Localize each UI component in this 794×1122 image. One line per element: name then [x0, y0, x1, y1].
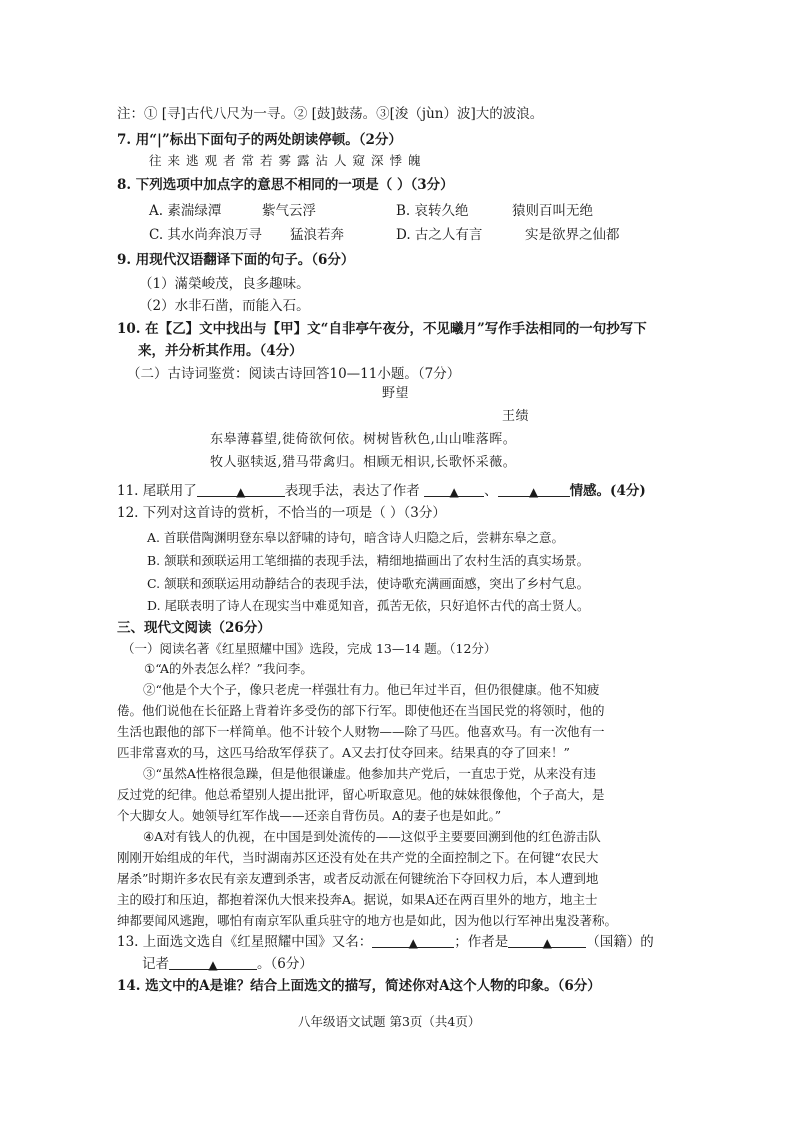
- triangle-marker-icon: ▲: [528, 485, 539, 499]
- answer-blank-13c[interactable]: [169, 954, 257, 970]
- question-13-line2-prefix: 记者: [142, 956, 169, 972]
- option-12c: C. 颔联和颈联运用动静结合的表现手法，使诗歌充满画面感，突出了乡村气息。: [147, 576, 590, 591]
- section-3-heading: 三、现代文阅读（26分）: [117, 620, 271, 636]
- passage-p4-line-2: 刚刚开始组成的年代，当时湖南苏区还没有处在共产党的全面控制之下。在何键“农民大: [117, 850, 599, 865]
- question-11-separator: 、: [484, 483, 498, 499]
- option-8a-part2: 紫气云浮: [262, 203, 316, 219]
- section-3-1-heading: （一）阅读名著《红星照耀中国》选段，完成 13—14 题。（12分）: [122, 641, 497, 656]
- question-8-stem: 8. 下列选项中加点字的意思不相同的一项是（ ）（3分）: [117, 177, 454, 193]
- question-11-prefix: 11. 尾联用了: [117, 483, 197, 499]
- passage-p2-line-3: 生活也跟他的部下一样简单。他不计较个人财物——除了马匹。他喜欢马。有一次他有一: [117, 724, 605, 739]
- answer-blank-13b[interactable]: [508, 932, 586, 948]
- question-11-suffix: 情感。(4分): [569, 483, 646, 499]
- question-13-mid: ；作者是: [454, 934, 509, 950]
- option-8c-part1: C. 其水尚奔浪万寻: [149, 227, 262, 243]
- option-12b: B. 颔联和颈联运用工笔细描的表现手法，精细地描画出了农村生活的真实场景。: [147, 553, 590, 568]
- poem-title: 野望: [382, 386, 410, 401]
- answer-blank-11b[interactable]: [424, 481, 484, 497]
- question-13-line2-suffix: 。（6分）: [257, 956, 313, 972]
- option-12a: A. 首联借陶渊明登东皋以舒啸的诗句，暗含诗人归隐之后，尝耕东皋之意。: [147, 530, 564, 545]
- passage-p3-line-2: 反过党的纪律。他总希望别人提出批评，留心听取意见。他的妹妹很像他，个子高大，是: [117, 787, 605, 802]
- option-8b-part2: 猿则百叫无绝: [512, 203, 593, 219]
- option-8d-part2: 实是欲界之仙都: [525, 227, 620, 243]
- triangle-marker-icon: ▲: [542, 936, 552, 950]
- question-10-line-1: 10. 在【乙】文中找出与【甲】文“自非亭午夜分，不见曦月”写作手法相同的一句抄写下: [117, 321, 647, 337]
- option-8d-part1: D. 古之人有言: [396, 227, 483, 243]
- option-8b-part1: B. 哀转久绝: [396, 203, 469, 219]
- passage-p4-line-3: 屠杀”时期许多农民有亲友遭到杀害，或者反动派在何键统治下夺回权力后，本人遭到地: [117, 871, 599, 886]
- triangle-marker-icon: ▲: [408, 936, 418, 950]
- passage-p4-line-5: 绅都要闻风逃跑，哪怕有南京军队重兵驻守的地方也是如此，因为他以行军神出鬼没著称。: [117, 913, 618, 928]
- question-14: 14. 选文中的A是谁？结合上面选文的描写，简述你对A这个人物的印象。（6分）: [117, 978, 601, 994]
- question-9-stem: 9. 用现代汉语翻译下面的句子。（6分）: [117, 252, 355, 268]
- question-13-prefix: 13. 上面选文选自《红星照耀中国》又名：: [117, 934, 373, 950]
- question-11: [117, 481, 646, 501]
- question-9-sentence-1: （1）滿榮峻茂，良多趣味。: [139, 276, 310, 292]
- poem-line-1: 东皋薄暮望,徙倚欲何依。树树皆秋色,山山唯落晖。: [210, 432, 517, 447]
- passage-p2-line-2: 倦。他们说他在长征路上背着许多受伤的部下行军。即使他还在当国民党的将领时，他的: [117, 703, 605, 718]
- passage-paragraph-1: ①“A的外表怎么样？”我问李。: [144, 661, 313, 676]
- answer-blank-11a[interactable]: [197, 481, 285, 497]
- triangle-marker-icon: ▲: [449, 485, 459, 499]
- question-13-line-1: [117, 932, 654, 952]
- poem-author: 王绩: [502, 409, 530, 424]
- question-11-mid: 表现手法，表达了作者: [284, 483, 420, 499]
- question-12-stem: 12. 下列对这首诗的赏析，不恰当的一项是（ ）（3分）: [117, 505, 446, 521]
- question-10-line-2: 来，并分析其作用。（4分）: [138, 343, 303, 359]
- passage-p4-line-1: ④A对有钱人的仇视，在中国是到处流传的——这似乎主要要回溯到他的红色游击队: [143, 829, 601, 844]
- option-8a-part1: A. 素湍绿潭: [149, 203, 222, 219]
- triangle-marker-icon: ▲: [208, 958, 218, 972]
- question-13-nationality: （国籍）的: [586, 934, 654, 950]
- passage-p3-line-1: ③“虽然A性格很急躁，但是他很谦虚。他参加共产党后，一直忠于党，从来没有违: [143, 766, 596, 781]
- passage-p2-line-1: ②“他是个大个子，像只老虎一样强壮有力。他已年过半百，但仍很健康。他不知疲: [143, 682, 600, 697]
- option-12d: D. 尾联表明了诗人在现实当中难觅知音，孤苦无依，只好追怀古代的高士贤人。: [147, 598, 590, 613]
- question-13-line-2: [142, 954, 313, 974]
- poem-line-2: 牧人驱犊返,猎马带禽归。相顾无相识,长歌怀采薇。: [210, 455, 517, 470]
- question-7-sentence: 往来逃观者常若雾露沾人窥深悸魄: [149, 153, 427, 168]
- question-7-stem: 7. 用“|”标出下面句子的两处朗读停顿。（2分）: [117, 132, 402, 148]
- footnote: 注：① [寻]古代八尺为一寻。② [鼓]鼓荡。③[浚（jùn）波]大的波浪。: [117, 106, 544, 122]
- answer-blank-13a[interactable]: [372, 932, 454, 948]
- passage-p4-line-4: 主的殴打和压迫，都抱着深仇大恨来投奔A。据说，如果A还在两百里外的地方，地主士: [117, 892, 598, 907]
- passage-p3-line-3: 个大脚女人。她领导红军作战——还亲自背伤员。A的妻子也是如此。”: [117, 808, 502, 823]
- option-8c-part2: 猛浪若奔: [290, 227, 344, 243]
- triangle-marker-icon: ▲: [236, 485, 246, 499]
- question-9-sentence-2: （2）水非石凿，而能入石。: [139, 298, 310, 314]
- section-2-heading: （二）古诗词鉴赏：阅读古诗回答10—11小题。（7分）: [127, 366, 461, 382]
- option-8a: [149, 201, 221, 221]
- page-footer: 八年级语文试题 第3页（共4页）: [298, 1014, 481, 1029]
- passage-p2-line-4: 匹非常喜欢的马，这匹马给敌军俘获了。A又去打仗夺回来。结果真的夺了回来！”: [117, 745, 570, 760]
- answer-blank-11c[interactable]: [498, 481, 570, 497]
